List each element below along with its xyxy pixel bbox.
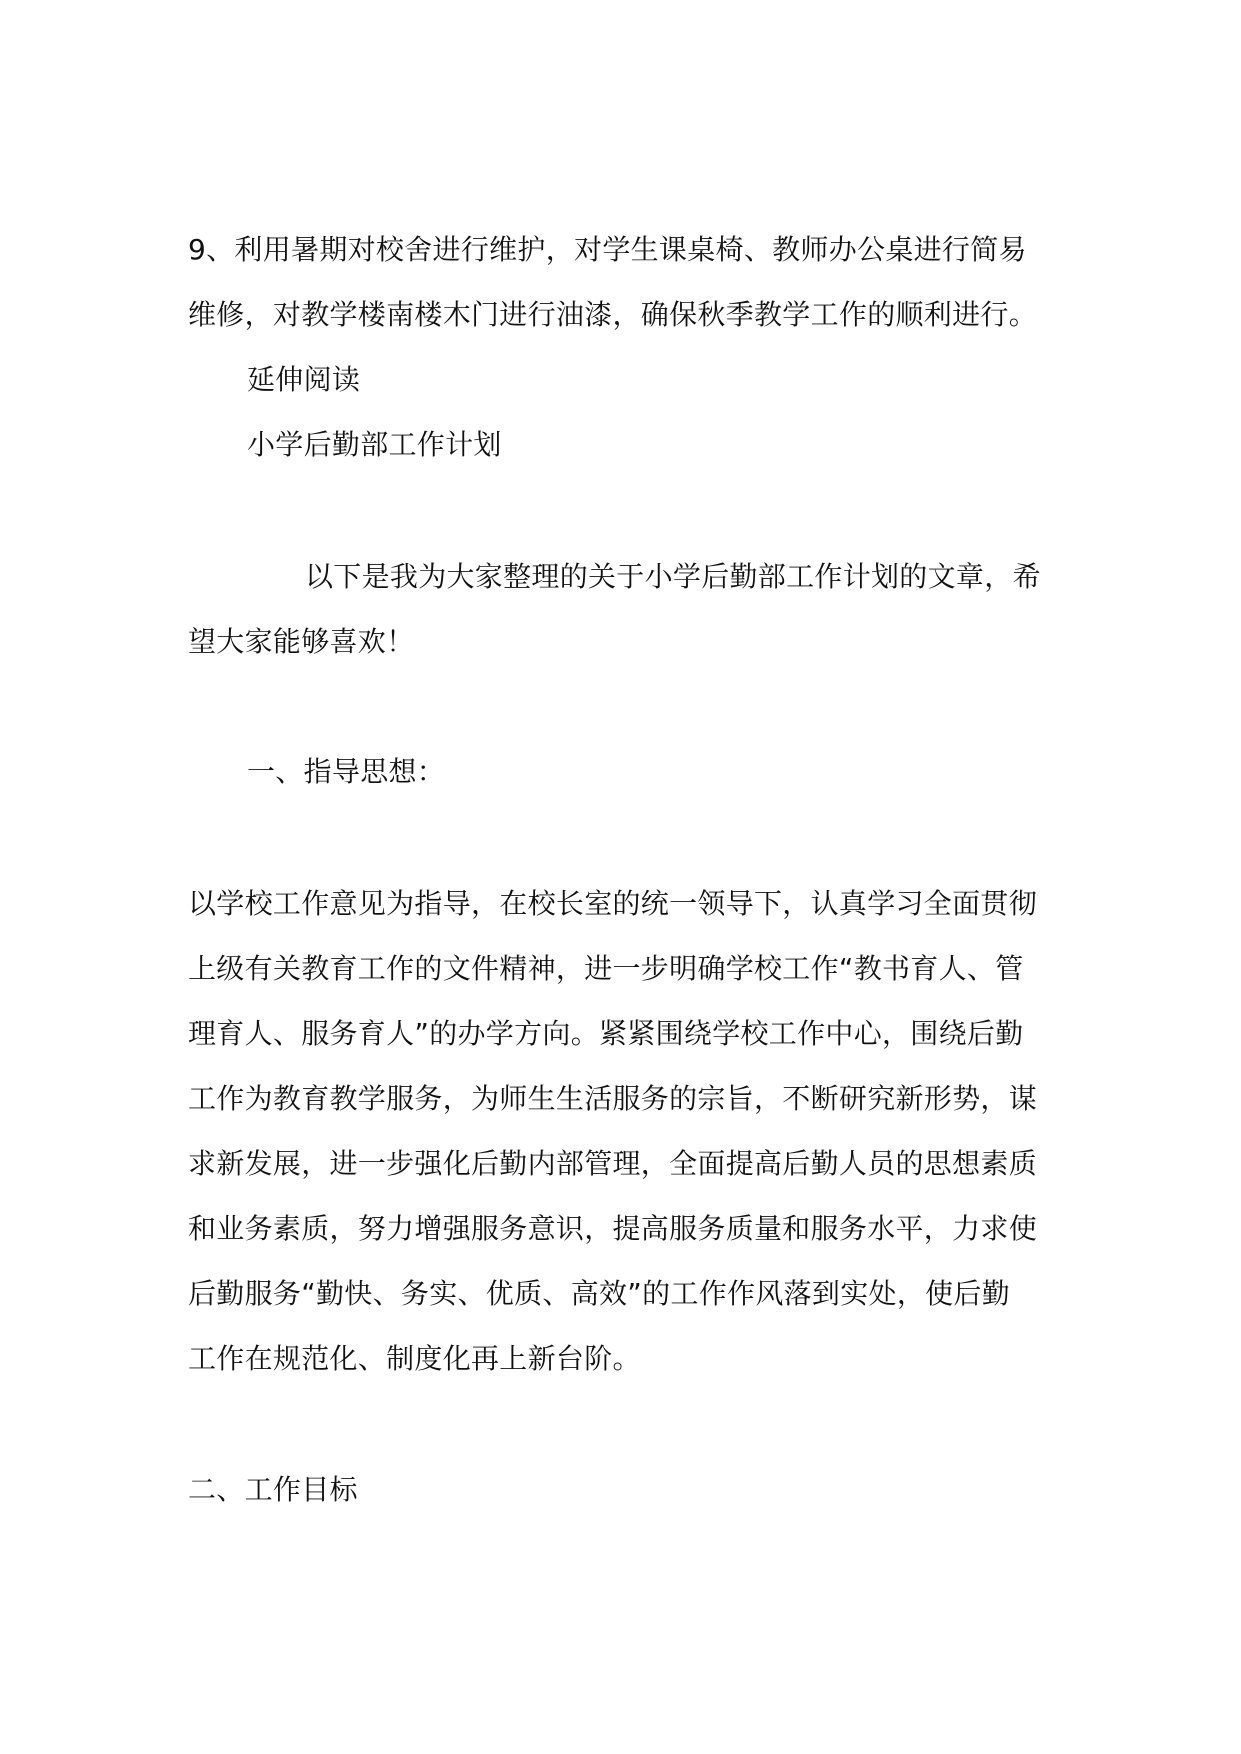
paragraph-line: 以学校工作意见为指导，在校长室的统一领导下，认真学习全面贯彻 — [188, 887, 1038, 920]
article-title: 小学后勤部工作计划 — [247, 428, 502, 461]
paragraph-line: 理育人、服务育人”的办学方向。紧紧围绕学校工作中心，围绕后勤 — [188, 1017, 1024, 1050]
section-heading: 一、指导思想： — [247, 755, 446, 788]
intro-line: 以下是我为大家整理的关于小学后勤部工作计划的文章，希 — [305, 560, 1041, 593]
paragraph-line: 维修，对教学楼南楼木门进行油漆，确保秋季教学工作的顺利进行。 — [188, 298, 1038, 331]
intro-line: 望大家能够喜欢！ — [188, 625, 415, 658]
paragraph-line: 后勤服务“勤快、务实、优质、高效”的工作作风落到实处，使后勤 — [188, 1277, 1011, 1310]
paragraph-line: 求新发展，进一步强化后勤内部管理，全面提高后勤人员的思想素质 — [188, 1147, 1038, 1180]
section-heading: 二、工作目标 — [188, 1473, 358, 1506]
paragraph-line: 工作在规范化、制度化再上新台阶。 — [188, 1342, 641, 1375]
extended-reading-label: 延伸阅读 — [247, 363, 361, 396]
paragraph-line: 和业务素质，努力增强服务意识，提高服务质量和服务水平，力求使 — [188, 1212, 1038, 1245]
paragraph-line: 上级有关教育工作的文件精神，进一步明确学校工作“教书育人、管 — [188, 952, 1024, 985]
paragraph-line: 9、利用暑期对校舍进行维护，对学生课桌椅、教师办公桌进行简易 — [188, 233, 1027, 266]
paragraph-line: 工作为教育教学服务，为师生生活服务的宗旨，不断研究新形势，谋 — [188, 1082, 1038, 1115]
